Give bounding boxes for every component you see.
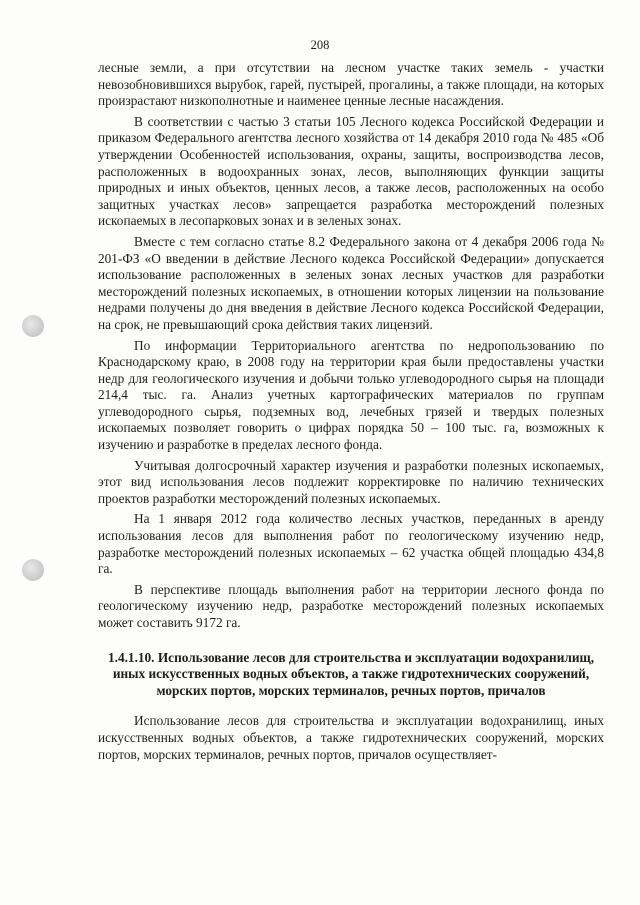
paragraph: В перспективе площадь выполнения работ на территории лесного фонда по геологическому изучению недр, разработке месторождений полезных ископаемых может составить 9172 га. [98, 581, 604, 630]
page-number: 208 [310, 38, 330, 52]
paragraph: Вместе с тем согласно статье 8.2 Федерального закона от 4 декабря 2006 года № 201-ФЗ «О введении в действие Лесного кодекса Российской Федерации» допускается использование расположенных в зеленых зонах лесных участков для разработки месторождений полезных ископаемых, в отношении которых лицензии на пользование недрами получены до дня введения в действие Лесного кодекса Российской Федерации, на срок, не превышающий срока действия таких лицензий. [98, 233, 604, 332]
paragraph: По информации Территориального агентства по недропользованию по Краснодарскому краю, в 2008 году на территории края были предоставлены участки недр для геологического изучения и добычи только углеводородного сырья на площади 214,4 тыс. га. Анализ учетных картографических материалов по группам углеводородного сырья, подземных вод, лечебных грязей и твердых полезных ископаемых позволяет говорить о цифрах порядка 50 – 100 тыс. га, возможных к изучению и разработке в пределах лесного фонда. [98, 337, 604, 453]
paragraph: На 1 января 2012 года количество лесных участков, переданных в аренду использования лесов для выполнения работ по геологическому изучению недр, разработке месторождений полезных ископаемых – 62 участка общей площадью 434,8 га. [98, 511, 604, 577]
paragraph-final: Использование лесов для строительства и эксплуатации водохранилищ, иных искусственных водных объектов, а также гидротехнических сооружений, морских портов, морских терминалов, речных портов, причалов осуществляет- [98, 713, 604, 762]
punch-hole-top [22, 315, 44, 337]
paragraph: В соответствии с частью 3 статьи 105 Лесного кодекса Российской Федерации и приказом Федерального агентства лесного хозяйства от 14 декабря 2010 года № 485 «Об утверждении Особенностей использования, охраны, защиты, воспроизводства лесов, расположенных в водоохранных зонах, лесов, выполняющих функции защиты природных и иных объектов, ценных лесов, а также лесов, расположенных на особо защитных участках лесов» запрещается разработка месторождений полезных ископаемых в лесопарковых зонах и в зеленых зонах. [98, 113, 604, 229]
document-body [98, 60, 604, 767]
punch-hole-bottom [22, 559, 44, 581]
paragraph-continuation: лесные земли, а при отсутствии на лесном участке таких земель - участки невозобновившихся вырубок, гарей, пустырей, прогалины, а также площади, на которых произрастают низкополнотные и наименее ценные лесные насаждения. [98, 60, 604, 109]
section-heading: 1.4.1.10. Использование лесов для строительства и эксплуатации водохранилищ, иных искусственных водных объектов, а также гидротехнических сооружений, морских портов, морских терминалов, речных портов, причалов [107, 649, 595, 698]
paragraph: Учитывая долгосрочный характер изучения и разработки полезных ископаемых, этот вид использования лесов подлежит корректировке по наличию технических проектов разработки месторождений полезных ископаемых. [98, 457, 604, 506]
